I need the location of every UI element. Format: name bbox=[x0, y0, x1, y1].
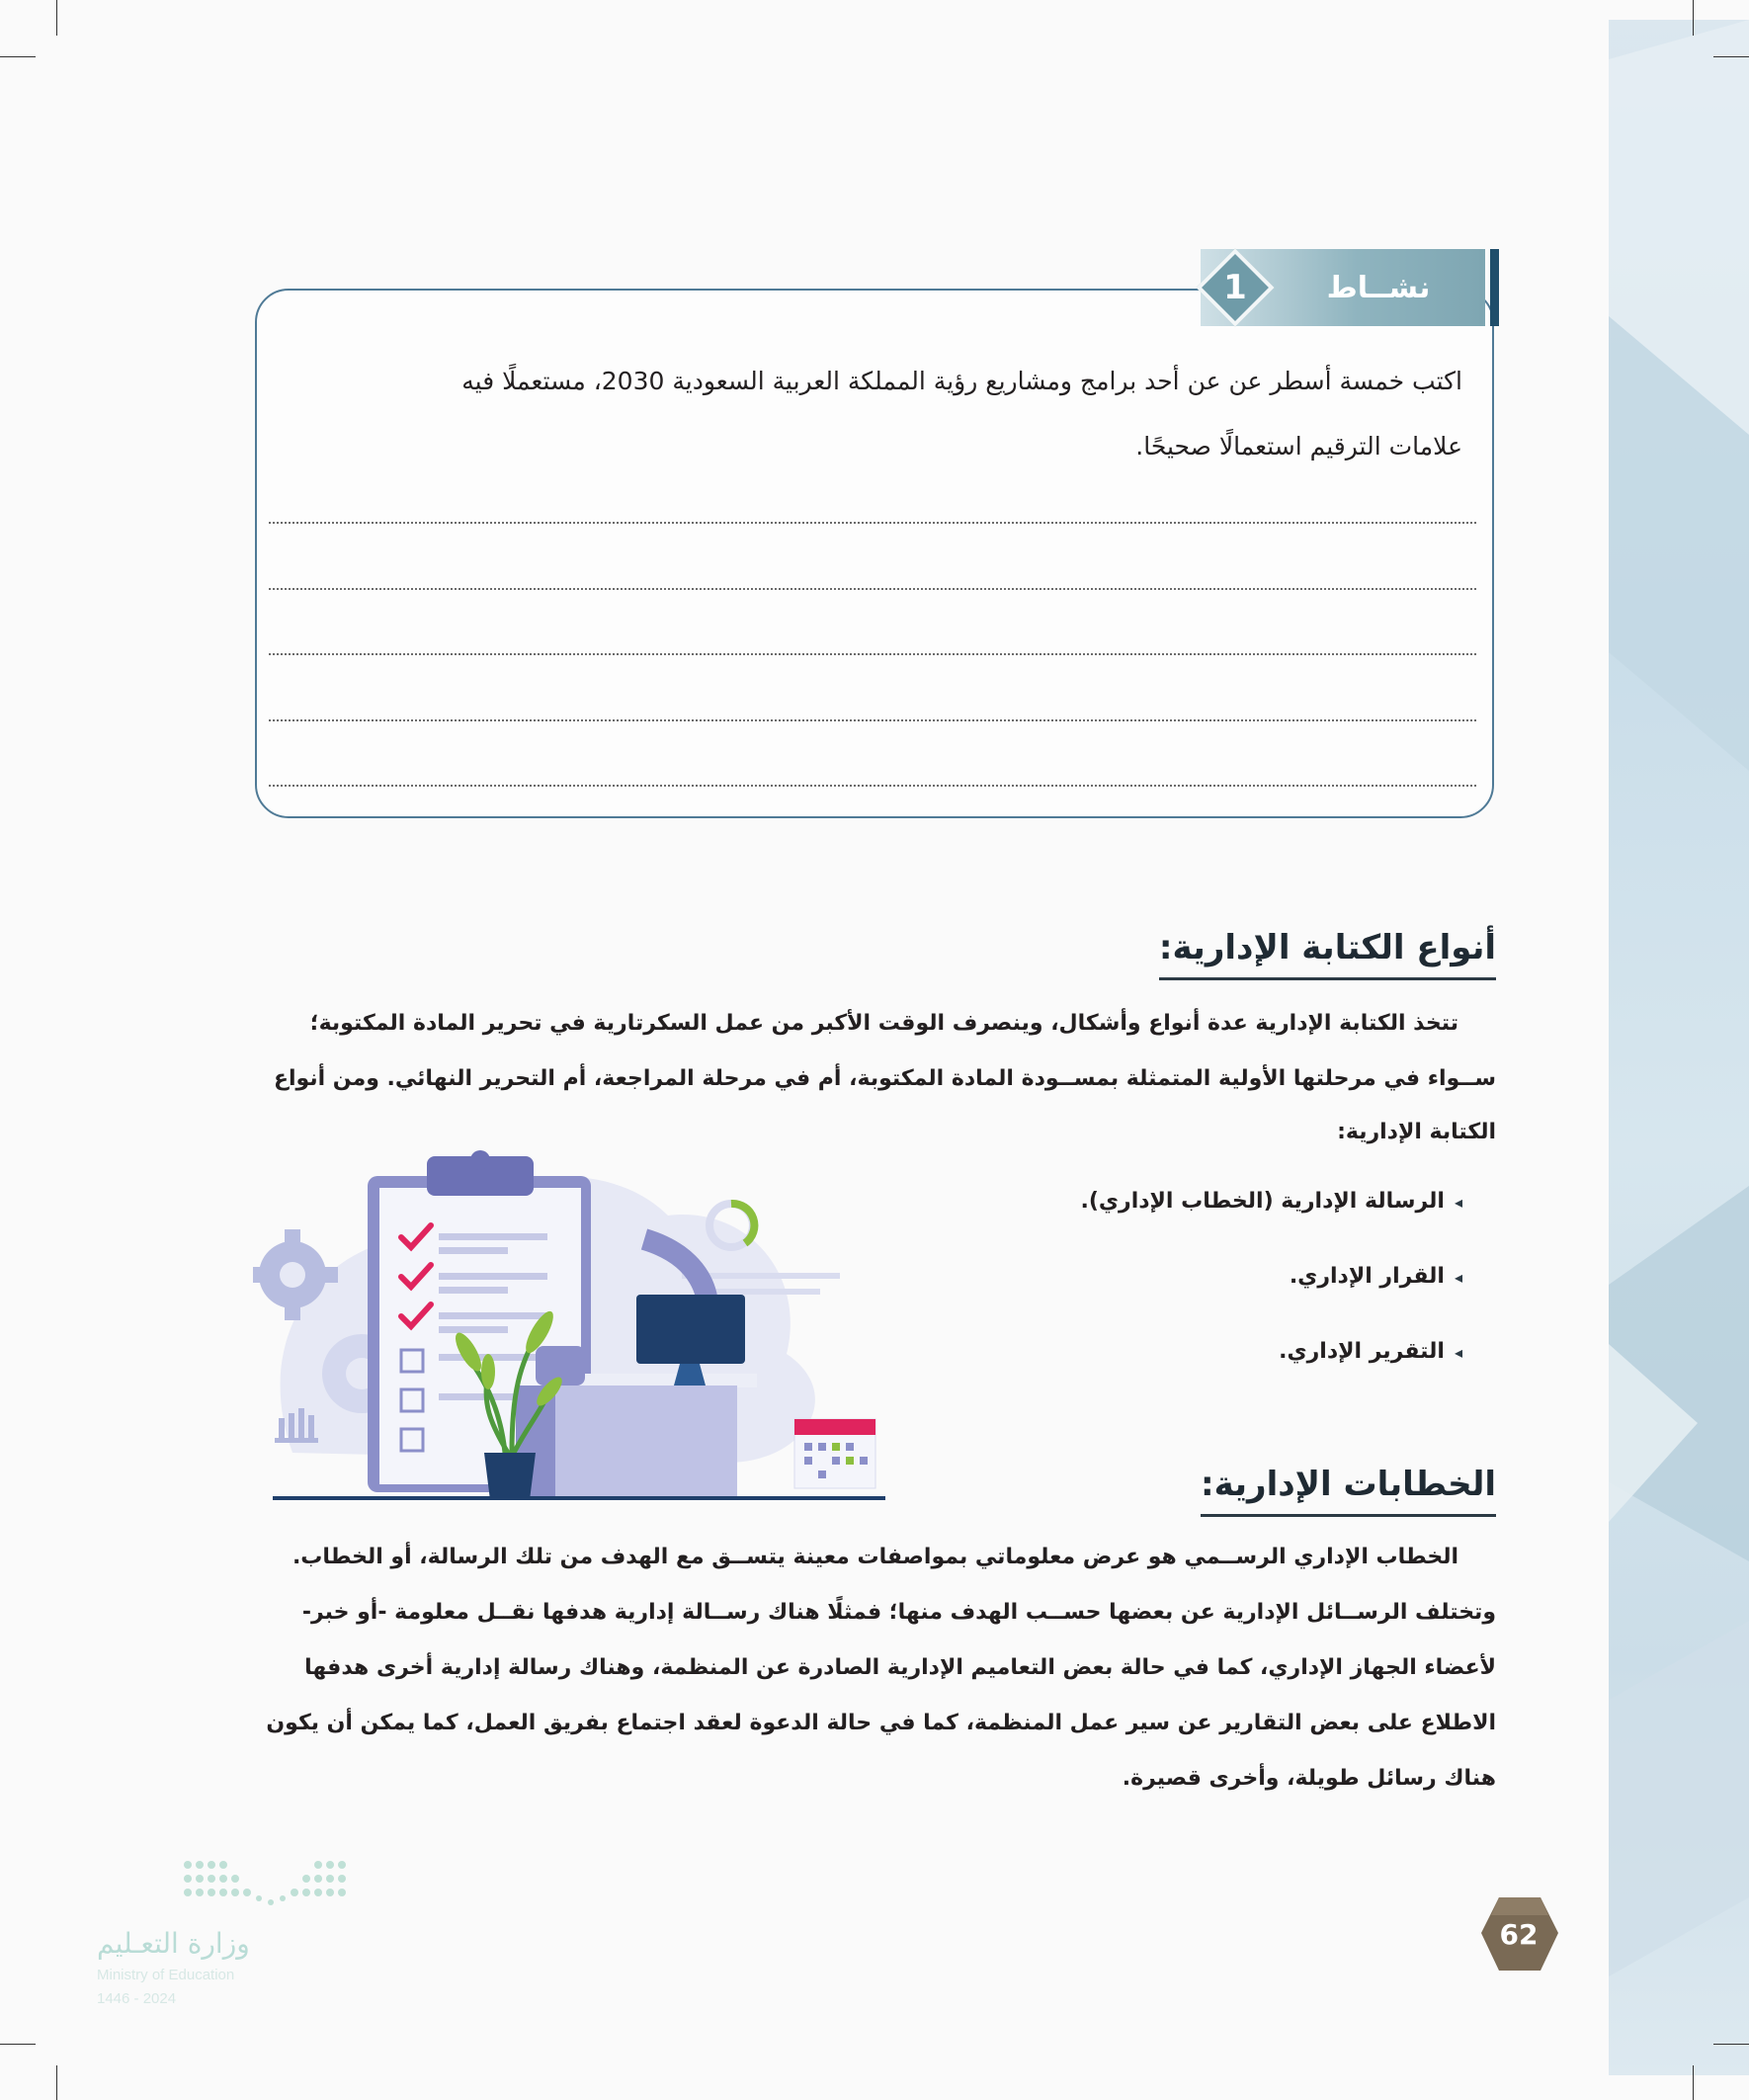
paragraph-line: هناك رسائل طويلة، وأخرى قصيرة. bbox=[1122, 1766, 1496, 1791]
bullet-arrow-icon: ◂ bbox=[1454, 1268, 1462, 1287]
ministry-year: 2024 - 1446 bbox=[97, 1990, 177, 2007]
bullet-item bbox=[1080, 1184, 1462, 1220]
decorative-side-strip bbox=[1609, 20, 1749, 2075]
bullet-item bbox=[1279, 1334, 1462, 1371]
page-number: 62 bbox=[1499, 1917, 1539, 1951]
crop-mark bbox=[56, 2065, 57, 2100]
bullet-text: التقرير الإداري. bbox=[1279, 1339, 1445, 1364]
crop-mark bbox=[1693, 0, 1694, 36]
writing-line[interactable] bbox=[269, 588, 1476, 590]
crop-mark bbox=[0, 2044, 36, 2045]
ministry-name-english: Ministry of Education bbox=[97, 1967, 235, 1983]
crop-mark bbox=[1713, 56, 1749, 57]
writing-line[interactable] bbox=[269, 522, 1476, 524]
activity-title: نشــاط bbox=[1326, 271, 1431, 305]
paragraph-line: لأعضاء الجهاز الإداري، كما في حالة بعض التعاميم الإدارية الصادرة عن المنظمة، وهناك رسالة إدارية أخرى هدفها bbox=[304, 1655, 1496, 1680]
writing-line[interactable] bbox=[269, 653, 1476, 655]
activity-prompt-line-1: اكتب خمسة أسطر عن عن أحد برامج ومشاريع رؤية المملكة العربية السعودية 2030، مستعملًا فيه bbox=[461, 367, 1462, 395]
bullet-item bbox=[1290, 1259, 1462, 1296]
crop-mark bbox=[56, 0, 57, 36]
paragraph-line: وتختلف الرســائل الإدارية عن بعضها حســب الهدف منها؛ فمثلًا هناك رســالة إدارية هدفها نقــل معلومة -أو خبر- bbox=[301, 1600, 1496, 1625]
paragraph-line: الاطلاع على بعض التقارير عن سير عمل المنظمة، كما في حالة الدعوة لعقد اجتماع بفريق العمل، كما يمكن أن يكون bbox=[266, 1711, 1496, 1735]
crop-mark bbox=[0, 56, 36, 57]
ministry-logo-icon bbox=[178, 1853, 356, 1922]
paragraph-line: تتخذ الكتابة الإدارية عدة أنواع وأشكال، وينصرف الوقت الأكبر من عمل السكرتارية في تحرير المادة المكتوبة؛ bbox=[309, 1011, 1458, 1036]
ministry-name: وزارة التعـليم bbox=[97, 1927, 250, 1960]
crop-mark bbox=[1693, 2065, 1694, 2100]
paragraph-line: ســواء في مرحلتها الأولية المتمثلة بمســودة المادة المكتوبة، أم في مرحلة المراجعة، أم التحرير النهائي. ومن أنواع bbox=[273, 1066, 1496, 1091]
checklist-illustration bbox=[253, 1127, 885, 1502]
bullet-text: الرسالة الإدارية (الخطاب الإداري). bbox=[1080, 1189, 1445, 1214]
activity-tab-accent bbox=[1490, 249, 1499, 326]
section-heading-letters: الخطابات الإدارية: bbox=[1201, 1461, 1496, 1517]
activity-prompt-line-2: علامات الترقيم استعمالًا صحيحًا. bbox=[1135, 432, 1462, 461]
bullet-arrow-icon: ◂ bbox=[1454, 1343, 1462, 1362]
crop-mark bbox=[1713, 2044, 1749, 2045]
paragraph-line: الخطاب الإداري الرســمي هو عرض معلوماتي بمواصفات معينة يتســق مع الهدف من تلك الرسالة، أو الخطاب. bbox=[292, 1545, 1458, 1569]
writing-line[interactable] bbox=[269, 785, 1476, 787]
section-heading-types: أنواع الكتابة الإدارية: bbox=[1159, 924, 1496, 980]
bullet-arrow-icon: ◂ bbox=[1454, 1193, 1462, 1212]
bullet-text: القرار الإداري. bbox=[1289, 1264, 1445, 1289]
activity-number: 1 bbox=[1223, 268, 1247, 307]
paragraph-line: الكتابة الإدارية: bbox=[1337, 1120, 1496, 1144]
writing-line[interactable] bbox=[269, 719, 1476, 721]
